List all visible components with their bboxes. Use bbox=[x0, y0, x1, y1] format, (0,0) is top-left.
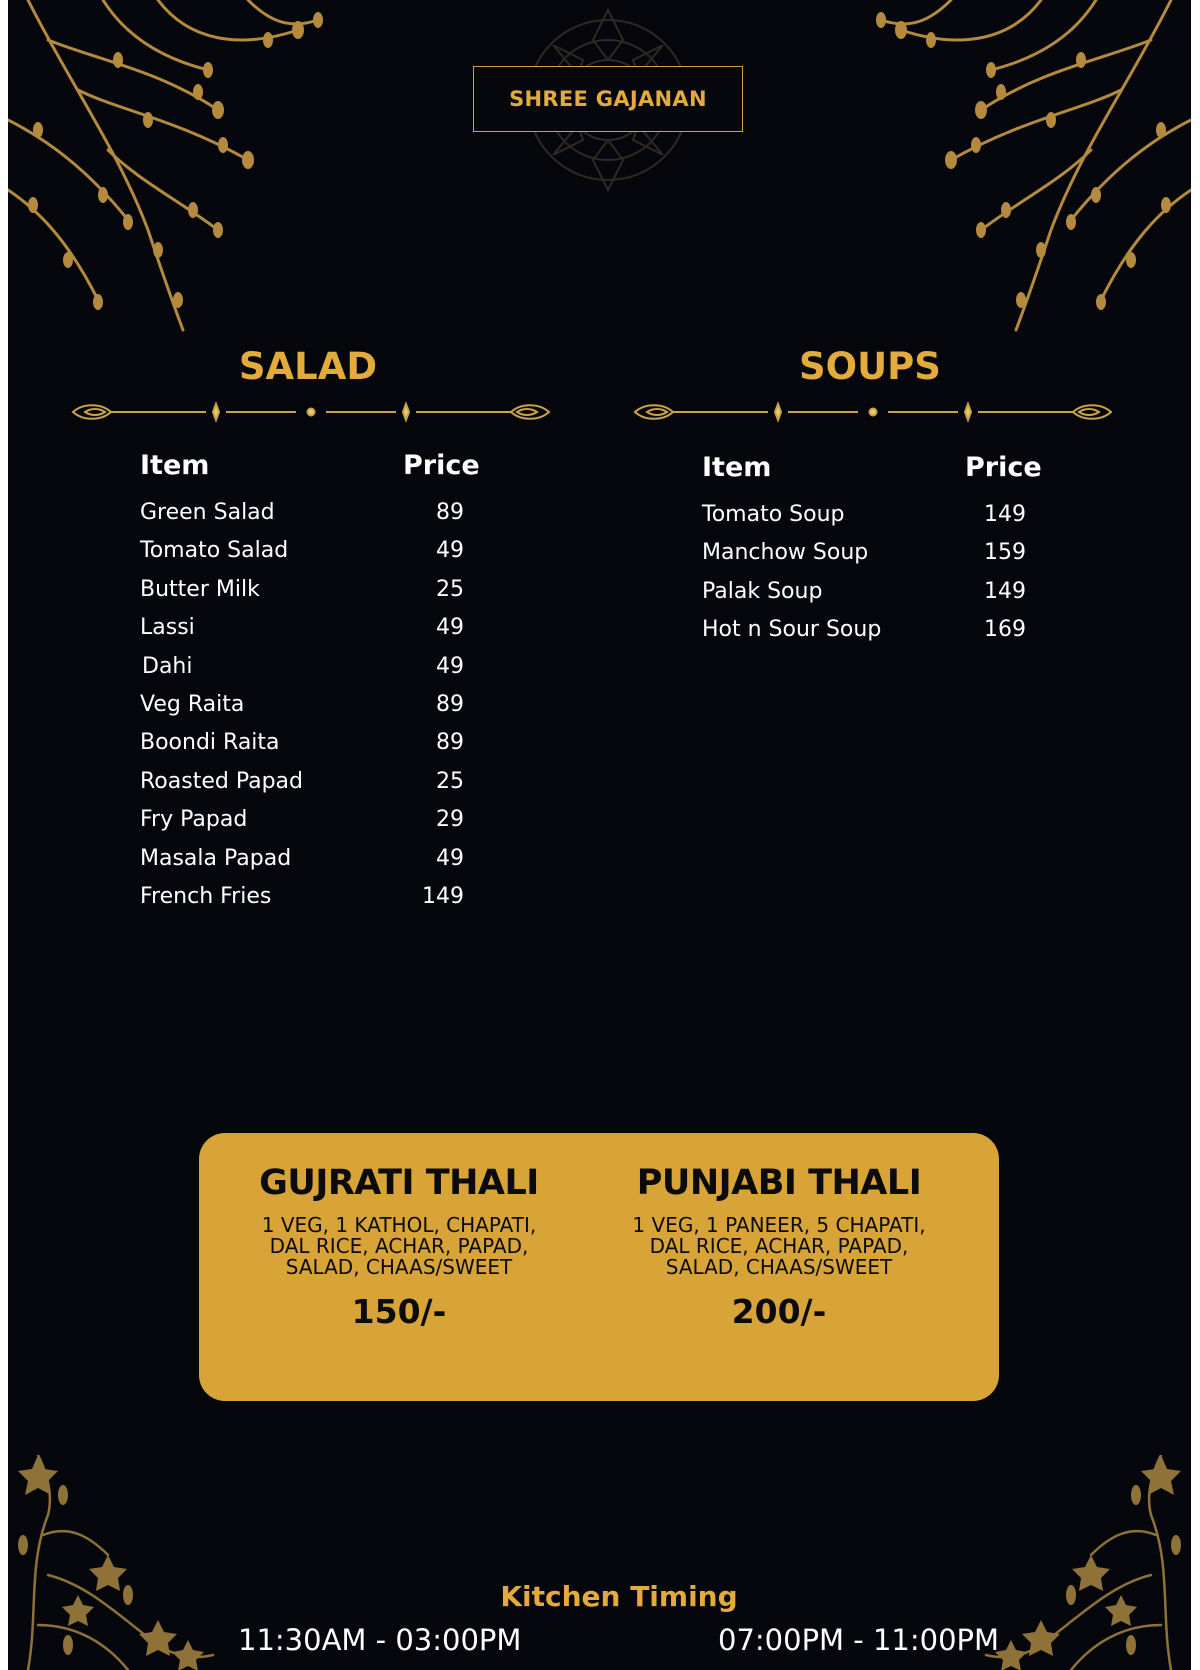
item-price: 49 bbox=[436, 845, 464, 871]
thali-card bbox=[199, 1133, 999, 1401]
list-item bbox=[140, 615, 480, 653]
item-price: 25 bbox=[436, 768, 464, 794]
column-header-item: Item bbox=[702, 452, 772, 483]
divider-ornament-icon bbox=[71, 400, 551, 428]
timing-slot: 11:30AM - 03:00PM bbox=[238, 1623, 522, 1657]
item-price: 149 bbox=[984, 578, 1026, 604]
item-name: Masala Papad bbox=[140, 845, 292, 871]
item-price: 159 bbox=[984, 540, 1026, 566]
thali-description-line: DAL RICE, ACHAR, PAPAD, bbox=[269, 1234, 529, 1258]
soups-section bbox=[625, 345, 1115, 643]
list-item bbox=[702, 540, 1042, 578]
list-item bbox=[140, 577, 480, 615]
list-item bbox=[140, 807, 480, 845]
item-price: 29 bbox=[436, 807, 464, 833]
brand-header bbox=[463, 0, 753, 200]
item-price: 49 bbox=[436, 615, 464, 641]
item-price: 49 bbox=[436, 653, 464, 679]
list-item bbox=[140, 654, 480, 692]
item-name: Roasted Papad bbox=[140, 768, 303, 794]
table-header bbox=[140, 450, 480, 486]
item-name: Butter Milk bbox=[140, 576, 260, 602]
thali-description-line: SALAD, CHAAS/SWEET bbox=[285, 1255, 513, 1279]
item-price: 149 bbox=[422, 883, 464, 909]
gujrati-thali bbox=[209, 1161, 589, 1332]
item-name: Lassi bbox=[140, 615, 195, 641]
item-name: Hot n Sour Soup bbox=[702, 617, 882, 643]
punjabi-thali bbox=[589, 1161, 969, 1332]
item-price: 149 bbox=[984, 502, 1026, 527]
item-price: 25 bbox=[436, 576, 464, 602]
item-name: Fry Papad bbox=[140, 807, 248, 833]
item-name: Dahi bbox=[142, 653, 193, 679]
flower-ornament-icon bbox=[8, 1455, 218, 1670]
column-header-price: Price bbox=[965, 452, 1042, 483]
list-item bbox=[702, 502, 1042, 540]
list-item bbox=[140, 538, 480, 576]
thali-description bbox=[589, 1215, 969, 1278]
salad-section bbox=[63, 345, 553, 909]
thali-description-line: 1 VEG, 1 KATHOL, CHAPATI, bbox=[261, 1213, 537, 1237]
item-name: Manchow Soup bbox=[702, 540, 869, 566]
list-item bbox=[702, 579, 1042, 617]
list-item bbox=[140, 769, 480, 807]
thali-description-line: DAL RICE, ACHAR, PAPAD, bbox=[649, 1234, 909, 1258]
thali-price: 150/- bbox=[351, 1292, 447, 1331]
section-title: SOUPS bbox=[799, 345, 941, 388]
brand-name: SHREE GAJANAN bbox=[509, 87, 707, 111]
item-price: 169 bbox=[984, 617, 1026, 643]
list-item bbox=[140, 500, 480, 538]
list-item bbox=[140, 884, 480, 922]
column-header-item: Item bbox=[140, 450, 210, 481]
thali-name: PUNJABI THALI bbox=[636, 1163, 922, 1203]
item-price: 89 bbox=[436, 691, 464, 717]
item-name: Boondi Raita bbox=[140, 730, 280, 756]
thali-description-line: 1 VEG, 1 PANEER, 5 CHAPATI, bbox=[632, 1213, 926, 1237]
table-header bbox=[702, 452, 1042, 488]
brand-box bbox=[473, 66, 743, 132]
branch-ornament-icon bbox=[861, 0, 1191, 335]
list-item bbox=[140, 692, 480, 730]
item-name: Tomato Soup bbox=[702, 502, 845, 527]
menu-page bbox=[8, 0, 1191, 1670]
soups-table bbox=[702, 452, 1042, 656]
list-item bbox=[140, 730, 480, 768]
item-name: Green Salad bbox=[140, 500, 275, 525]
list-item bbox=[140, 846, 480, 884]
column-header-price: Price bbox=[403, 450, 480, 481]
thali-name: GUJRATI THALI bbox=[259, 1163, 539, 1203]
thali-price: 200/- bbox=[731, 1292, 827, 1331]
item-price: 89 bbox=[436, 730, 464, 756]
item-name: French Fries bbox=[140, 883, 272, 909]
list-item bbox=[702, 617, 1042, 655]
divider-ornament-icon bbox=[633, 400, 1113, 428]
salad-table bbox=[140, 450, 480, 922]
item-name: Palak Soup bbox=[702, 578, 823, 604]
branch-ornament-icon bbox=[8, 0, 338, 335]
kitchen-timing-title: Kitchen Timing bbox=[500, 1580, 738, 1613]
timing-slot: 07:00PM - 11:00PM bbox=[718, 1623, 1000, 1657]
flower-ornament-icon bbox=[981, 1455, 1191, 1670]
thali-description-line: SALAD, CHAAS/SWEET bbox=[665, 1255, 893, 1279]
item-price: 49 bbox=[436, 538, 464, 564]
item-price: 89 bbox=[436, 500, 464, 525]
item-name: Tomato Salad bbox=[140, 538, 289, 564]
thali-description bbox=[209, 1215, 589, 1278]
section-title: SALAD bbox=[238, 345, 378, 388]
item-name: Veg Raita bbox=[140, 691, 245, 717]
